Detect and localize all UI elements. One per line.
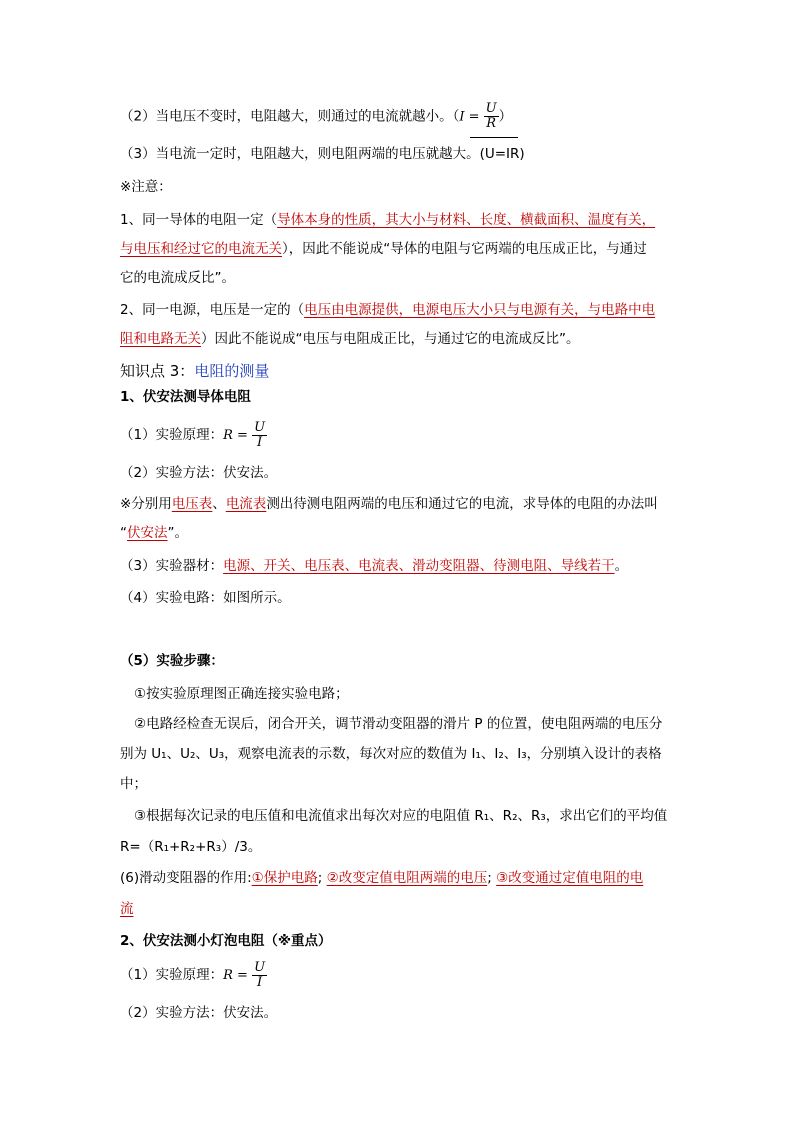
highlight-text: ②改变定值电阻两端的电压 <box>326 870 488 886</box>
text-line: 别为 U₁、U₂、U₃，观察电流表的示数，每次对应的数值为 I₁、I₂、I₃，分别填入设计的表格 <box>120 746 662 762</box>
text-line <box>120 867 684 889</box>
text: (6)滑动变阻器的作用: <box>120 870 252 886</box>
text-line: ①按实验原理图正确连接实验电路； <box>134 686 349 702</box>
formula-lhs: R <box>223 428 233 443</box>
text: 1、同一导体的电阻一定（ <box>120 212 278 228</box>
numerator: U <box>254 419 266 435</box>
formula-fraction <box>252 961 267 990</box>
text: ”。 <box>167 525 188 541</box>
text: ※分别用 <box>120 496 172 512</box>
highlight-text: ③改变通过定值电阻的电 <box>496 870 644 886</box>
subheading: 2、伏安法测小灯泡电阻（※重点） <box>120 933 332 949</box>
highlight-text: 阻和电路无关 <box>120 331 201 347</box>
text-line: ②电路经检查无误后，闭合开关，调节滑动变阻器的滑片 P 的位置，使电阻两端的电压分 <box>134 716 663 732</box>
highlight-text: 流 <box>120 901 134 917</box>
text-line <box>120 898 684 920</box>
text-line <box>120 299 684 321</box>
text-line: （2）实验方法：伏安法。 <box>120 465 278 481</box>
text: “ <box>120 525 127 541</box>
highlight-text: 电压表 <box>171 496 213 512</box>
highlight-text: 电源、开关、电压表、电流表、滑动变阻器、待测电阻、导线若干 <box>223 558 615 574</box>
highlight-text: 导体本身的性质，其大小与材料、长度、横截面积、温度有关， <box>277 212 656 228</box>
highlight-text: 伏安法 <box>127 525 168 541</box>
text-line: ※注意： <box>120 179 172 195</box>
text: （3）实验器材： <box>120 558 224 574</box>
text: ） <box>498 108 513 125</box>
formula-lhs: R <box>223 968 233 983</box>
text: （1）实验原理： <box>120 427 224 443</box>
text-line <box>120 960 684 991</box>
text: （2）当电压不变时，电阻越大，则通过的电流就越小。（ <box>120 108 460 125</box>
formula-lhs: I <box>459 109 465 125</box>
text-line: （2）实验方法：伏安法。 <box>120 1005 278 1021</box>
denominator: I <box>256 434 263 450</box>
text: 、 <box>212 496 226 512</box>
text-line: （4）实验电路：如图所示。 <box>120 590 291 606</box>
text-line <box>120 493 684 515</box>
text-line <box>120 238 684 260</box>
highlight-text: 与电压和经过它的电流无关 <box>120 241 282 257</box>
text: （1）实验原理： <box>120 967 224 983</box>
formula-eq: = <box>464 109 484 125</box>
text-line: 它的电流成反比”。 <box>120 270 235 286</box>
text-line <box>120 328 684 350</box>
formula-eq: = <box>232 428 253 443</box>
text: ）因此不能说成“电压与电阻成正比，与通过它的电流成反比”。 <box>201 331 580 347</box>
text-line <box>120 522 684 544</box>
underline-decoration <box>470 137 518 138</box>
text-line <box>120 102 684 131</box>
text: ），因此不能说成“导体的电阻与它两端的电压成正比，与通过 <box>282 241 647 257</box>
denominator: I <box>256 974 263 990</box>
text-line: ③根据每次记录的电压值和电流值求出每次对应的电阻值 R₁、R₂、R₃，求出它们的平均值 <box>134 808 668 824</box>
subheading: 1、伏安法测导体电阻 <box>120 389 251 405</box>
text: 。 <box>614 558 629 574</box>
text: 测出待测电阻两端的电压和通过它的电流，求导体的电阻的办法叫 <box>266 496 658 512</box>
text-line <box>120 209 684 231</box>
highlight-text: 电流表 <box>225 496 267 512</box>
text-line <box>120 420 684 451</box>
text-line: R=（R₁+R₂+R₃）/3。 <box>120 839 262 855</box>
numerator: U <box>254 959 266 975</box>
text-line <box>120 555 684 577</box>
formula-eq: = <box>232 968 253 983</box>
formula-fraction <box>252 421 267 450</box>
text: ; <box>487 870 492 886</box>
heading-title: 电阻的测量 <box>194 362 270 380</box>
text-line: （5）实验步骤： <box>120 653 224 669</box>
section-heading <box>120 360 684 382</box>
text-line: （3）当电流一定时，电阻越大，则电阻两端的电压就越大。(U=IR) <box>120 146 525 162</box>
heading-prefix: 知识点 3： <box>120 362 195 380</box>
text: 2、同一电源，电压是一定的（ <box>120 302 305 318</box>
text: ; <box>317 870 323 886</box>
highlight-text: ①保护电路 <box>251 870 318 886</box>
text-line: 中； <box>120 776 147 792</box>
formula-fraction <box>484 102 499 131</box>
numerator: U <box>485 101 497 116</box>
highlight-text: 电压由电源提供，电源电压大小只与电源有关，与电路中电 <box>304 302 656 318</box>
denominator: R <box>486 116 497 131</box>
